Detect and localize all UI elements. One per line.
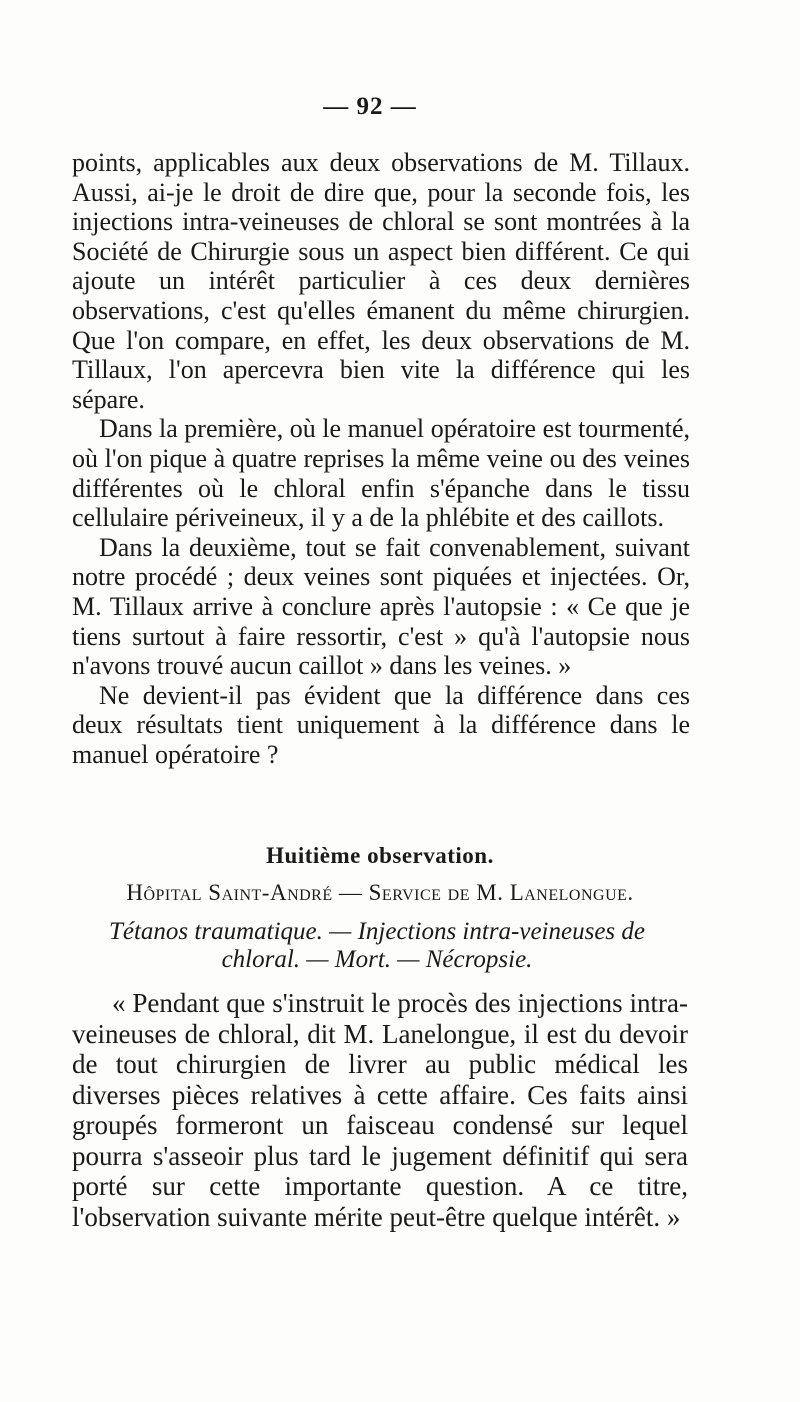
quote-text [72, 988, 688, 1232]
hospital-heading: Hôpital Saint-André — Service de M. Lanelongue. [126, 880, 634, 905]
paragraph-1: points, applicables aux deux observations de M. Tillaux. Aussi, ai-je le droit de dire que, pour la seconde fois, les injections intra-veineuses de chloral se sont montrées à la Société de Chirurgie sous un aspect bien différent. Ce qui ajoute un intérêt particulier à ces deux dernières observations, c'est qu'elles émanent du même chirurgien. Que l'on compare, en effet, les deux observations de M. Tillaux, l'on apercevra bien vite la différence qui les sépare. [72, 148, 690, 414]
body-text [72, 148, 690, 769]
section-title: Huitième observation. [266, 843, 494, 868]
observation-subtitle: Tétanos traumatique. — Injections intra-veineuses de chloral. — Mort. — Nécropsie. [108, 918, 646, 973]
paragraph-4: Ne devient-il pas évident que la différence dans ces deux résultats tient uniquement à la différence dans le manuel opératoire ? [72, 680, 690, 769]
quote-paragraph: « Pendant que s'instruit le procès des injections intra-veineuses de chloral, dit M. Lanelongue, il est du devoir de tout chirurgien de livrer au public médical les diverses pièces relatives à cette affaire. Ces faits ainsi groupés formeront un faisceau condensé sur lequel pourra s'asseoir plus tard le jugement définitif qui sera porté sur cette importante question. A ce titre, l'observation suivante mérite peut-être quelque intérêt. » [72, 988, 688, 1232]
page-number: — 92 — [323, 93, 417, 120]
paragraph-2: Dans la première, où le manuel opératoire est tourmenté, où l'on pique à quatre reprises la même veine ou des veines différentes où le chloral enfin s'épanche dans le tissu cellulaire périveineux, il y a de la phlébite et des caillots. [72, 414, 690, 533]
paragraph-3: Dans la deuxième, tout se fait convenablement, suivant notre procédé ; deux veines sont piquées et injectées. Or, M. Tillaux arrive à conclure après l'autopsie : « Ce que je tiens surtout à faire ressortir, c'est » qu'à l'autopsie nous n'avons trouvé aucun caillot » dans les veines. » [72, 532, 690, 681]
